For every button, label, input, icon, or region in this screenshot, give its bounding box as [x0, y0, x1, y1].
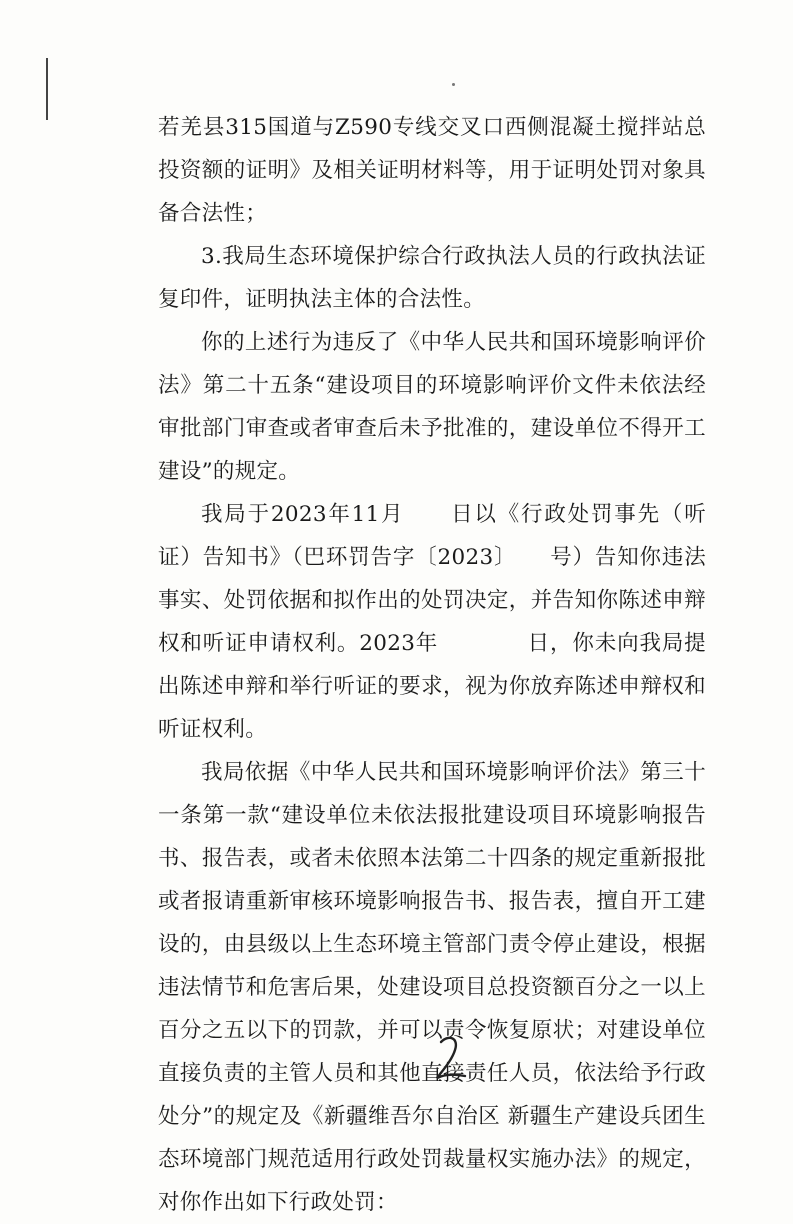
paragraph-legal-basis: 我局依据《中华人民共和国环境影响评价法》第三十一条第一款“建设单位未依法报批建设项目环境影响报告书、报告表，或者未依照本法第二十四条的规定重新报批或者报请重新审核环境影响报告书、报告表，擅自开工建设的，由县级以上生态环境主管部门责令停止建设，根据违法情节和危害后果，处建设项目总投资额百分之一以上百分之五以下的罚款，并可以责令恢复原状；对建设单位直接负责的主管人员和其他直接责任人员，依法给予行政处分”的规定及《新疆维吾尔自治区 新疆生产建设兵团生态环境部门规范适用行政处罚裁量权实施办法》的规定，对你作出如下行政处罚： [158, 760, 706, 1215]
paragraph-evidence-continued: 若羌县315国道与Z590专线交叉口西侧混凝土搅拌站总投资额的证明》及相关证明材料等，用于证明处罚对象具备合法性； [158, 115, 706, 226]
paragraph-violation: 你的上述行为违反了《中华人民共和国环境影响评价法》第二十五条“建设项目的环境影响评价文件未依法经审批部门审查或者审查后未予批准的，建设单位不得开工建设”的规定。 [158, 330, 706, 484]
scan-speck [452, 83, 455, 86]
paragraph-evidence-3: 3.我局生态环境保护综合行政执法人员的行政执法证复印件，证明执法主体的合法性。 [158, 244, 706, 312]
scan-edge-line [46, 58, 48, 120]
handwritten-page-number [425, 1028, 475, 1088]
paragraph-notice: 我局于2023年11月 日以《行政处罚事先（听证）告知书》（巴环罚告字〔2023〕 号）告知你违法事实、处罚依据和拟作出的处罚决定，并告知你陈述申辩权和听证申请权利。2023年 日，你未向我局提出陈述申辩和举行听证的要求，视为你放弃陈述申辩权和听证权利。 [158, 502, 706, 742]
